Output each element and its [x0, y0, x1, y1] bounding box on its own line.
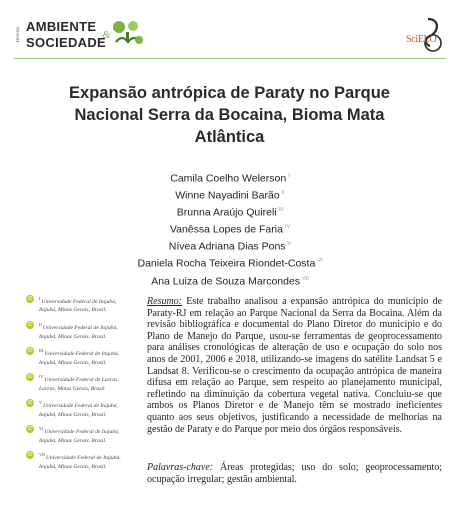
scielo-logo — [406, 16, 446, 52]
author-list — [80, 169, 380, 289]
article-title: Expansão antrópica de Paraty no Parque Nacional Serra da Bocaina, Bioma Mata Atlântica — [69, 84, 390, 146]
journal-logo — [14, 18, 144, 58]
orcid-icon[interactable]: iD — [27, 400, 33, 407]
affiliation: iD $^{II}$Universidade Federal de Itajubá, Itajubá, Minas Gerais, Brasil. — [27, 322, 118, 340]
journal-logo-ampersand: & — [102, 29, 111, 41]
scielo-text: SciELO — [406, 34, 437, 45]
keywords-label: Palavras-chave: — [147, 462, 214, 473]
affiliation: iD $^{IV}$Universidade Federal de Lavras, Lavras, Minas Gerais, Brasil. — [27, 374, 119, 392]
journal-header — [14, 8, 446, 58]
author: Camila Coelho Welerson $^I$ — [170, 172, 290, 185]
abstract-label: Resumo: — [147, 296, 182, 307]
orcid-icon[interactable]: iD — [27, 322, 33, 329]
author: Ana Luiza de Souza Marcondes $^{VII}$ — [151, 275, 309, 288]
author: Nívea Adriana Dias Pons $^V$ — [168, 240, 292, 253]
orcid-icon[interactable]: iD — [27, 374, 33, 381]
affiliation-list — [26, 295, 130, 477]
affiliation: iD $^V$Universidade Federal de Itajubá, Itajubá, Minas Gerais, Brasil. — [27, 400, 118, 418]
header-divider — [14, 58, 446, 59]
journal-logo-line1: AMBIENTE — [26, 19, 97, 34]
author: Vanêssa Lopes de Faria $^{IV}$ — [169, 223, 291, 236]
journal-logo-line2: SOCIEDADE — [26, 35, 106, 50]
abstract-text: Este trabalho analisou a expansão antrópica do município de Paraty-RJ em relação ao Parque Nacional da Serra da Bocaina. Além da revisão bibliográfica e documental do Plano Diretor do município e do Plano de Manejo do Parque, usou-se ferramentas de geoprocessamento para análises cronológicas de alteração de uso e ocupação do solo nos anos de 2001, 2006 e 2018, utilizando-se imagens do satélite Landsat 5 e Landsat 8. Verificou-se o crescimento da ocupação antrópica de maneira difusa em relação ao Parque, sem respeito ao planejamento municipal, refletindo na diminuição da cobertura vegetal nativa. Concluiu-se que ambos os Planos Diretor e de Manejo têm se mostrado ineficientes quanto aos seus objetivos, justificando a necessidade de melhorias na gestão de Paraty e do Parque por meio dos órgãos responsáveis. — [147, 296, 443, 435]
orcid-icon[interactable]: iD — [27, 452, 33, 459]
orcid-icon[interactable]: iD — [27, 296, 33, 302]
keywords-text: Áreas protegidas; uso do solo; geoprocessamento; ocupação irregular; gestão ambiental. — [147, 462, 443, 485]
affiliation: iD $^{VII}$Universidade Federal de Itajubá, Itajubá, Minas Gerais, Brasil. — [27, 452, 121, 470]
abstract — [147, 296, 442, 435]
keywords — [147, 462, 442, 485]
author: Daniela Rocha Teixeira Riondet-Costa $^{VI}$ — [137, 257, 323, 270]
journal-logo-side-text: Revista — [16, 27, 21, 43]
orcid-icon[interactable]: iD — [27, 426, 33, 433]
affiliation: iD $^I$Universidade Federal de Itajubá, Itajubá, Minas Gerais, Brasil. — [27, 296, 117, 314]
author: Winne Nayadini Barão $^{II}$ — [175, 189, 285, 202]
affiliation: iD $^{III}$Universidade Federal de Itajubá, Itajubá, Minas Gerais, Brasil. — [27, 348, 120, 366]
affiliation: iD $^{VI}$Universidade Federal de Itajubá, Itajubá, Minas Gerais, Brasil. — [27, 426, 120, 444]
author: Brunna Araújo Quireli $^{III}$ — [176, 206, 284, 219]
journal-logo-icons — [110, 18, 146, 52]
orcid-icon[interactable]: iD — [27, 348, 33, 355]
